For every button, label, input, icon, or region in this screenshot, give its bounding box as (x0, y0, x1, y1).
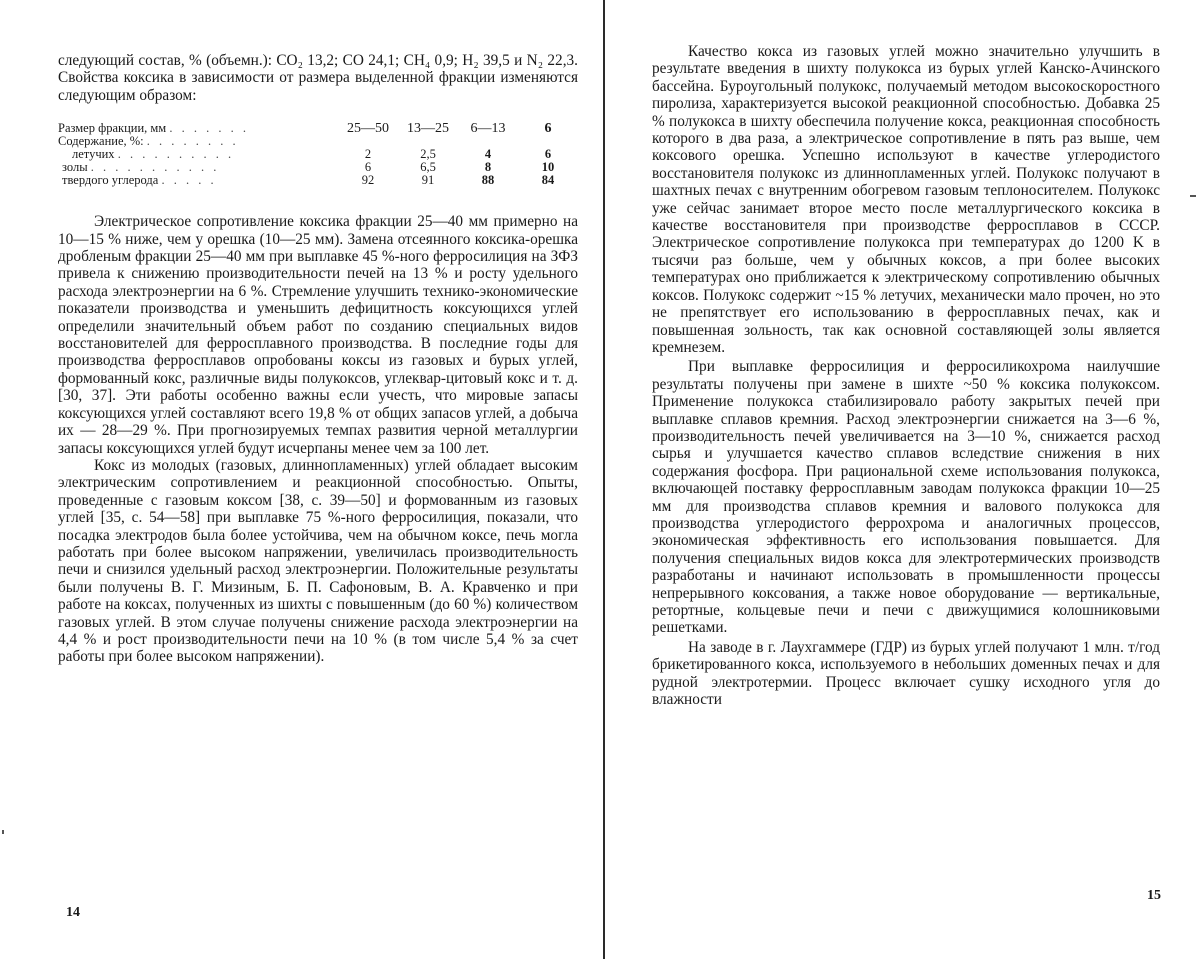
table-row: твердого углерода . . . . . 92 91 88 84 (58, 174, 578, 187)
table-cell: 88 (481, 173, 495, 188)
table-subheader-row: Содержание, %: . . . . . . . . (58, 135, 239, 149)
table-row-label: летучих (72, 148, 115, 162)
right-paragraph-1: Качество кокса из газовых углей можно значительно улучшить в результате введения в шихту полукокса из бурых углей Канско-Ачинского бассейна. Буроугольный полукокс, получаемый методом высокоскоростного пиролиза, характеризуется высокой реакционной способностью. Добавка 25 % полукокса в шихту обеспечила получение кокса, реакционная способность которого в два раза, а электрическое сопротивление в пять раз выше, чем коксового орешка. Успешно используют в качестве углеродистого восстановителя полукокс из длиннопламенных углей. Полукокс получают в шахтных печах с внутренним обогревом газовым теплоносителем. Полукокс уже сейчас занимает второе место после металлургического коксика в качестве восстановителя при производстве ферросплавов в СССР. Электрическое сопротивление полукокса при температурах до 1200 K в тысячи раз больше, чем у обычных коксов, а при более высоких температурах оно приближается к электрическому сопротивлению обычных коксов. Полукокс содержит ~15 % летучих, механически мало прочен, но это не препятствует его использованию в ферросплавных печах, как и повышенная зольность, так как основной составляющей золы является кремнезем. (652, 43, 1160, 356)
table-cell: 4 (484, 147, 492, 162)
right-paragraph-2: При выплавке ферросилиция и ферросиликохрома наилучшие результаты получены при замене в шихте ~50 % коксика полукоксом. Применение полукокса стабилизировало работу закрытых печей при выплавке сплавов кремния. Расход электроэнергии снижается на 3—6 %, производительность печей увеличивается на 3—10 %, снижается расход сырья и улучшается качество сплавов вследствие снижения в них содержания фосфора. При рациональной схеме использования полукокса, включающей поставку ферросплавным заводам полукокса фракции 10—25 мм для производства сплавов кремния и валового полукокса для производства углеродистого феррохрома и аналогичных процессов, экономическая эффективность его использования повышается. Для получения специальных видов кокса для электротермических производств разработаны и начинают использовать в промышленности процессы непрерывного коксования, а также новое оборудование — вертикальные, ретортные, кольцевые печи и печи с движущимися колошниковыми решетками. (652, 358, 1160, 637)
scan-mark (1190, 195, 1196, 197)
right-page (652, 0, 1160, 708)
table-cell: 6 (544, 147, 552, 162)
table-row: золы . . . . . . . . . . . 6 6,5 8 10 (58, 161, 578, 174)
table-header-cell: 6 (544, 121, 552, 137)
left-page (58, 0, 578, 666)
left-paragraph-1: Электрическое сопротивление коксика фракции 25—40 мм примерно на 10—15 % ниже, чем у орешка (10—25 мм). Замена отсеянного коксика-орешка дробленым фракции 25—40 мм при выплавке 45 %-ного ферросилиция на ЗФЗ привела к снижению производительности печей на 13 % и росту удельного расхода электроэнергии на 6 %. Стремление улучшить технико-экономические показатели производства и уменьшить дефицитность коксующихся углей определили значительный объем работ по созданию специальных видов восстановителей для ферросплавного производства. В последние годы для производства ферросплавов опробованы коксы из газовых и бурых углей, формованный кокс, различные виды полукоксов, углеквар-цитовый кокс и т. д. [30, 37]. Эти работы особенно важны если учесть, что мировые запасы коксующихся углей составляют всего 19,8 % от общих запасов углей, а добыча их — 28—29 %. При прогнозируемых темпах развития черной металлургии запасы коксующихся углей будут исчерпаны менее чем за 100 лет. (58, 213, 578, 457)
table-cell: 10 (541, 160, 555, 175)
scan-mark (2, 830, 4, 834)
table-header-label: Размер фракции, мм (58, 122, 167, 136)
table-row: летучих . . . . . . . . . . 2 2,5 4 6 (58, 148, 578, 161)
table-cell: 8 (484, 160, 492, 175)
table-cell: 6 (364, 160, 372, 175)
page-number-right: 15 (1147, 888, 1161, 903)
table-cell: 91 (421, 173, 435, 188)
table-subheader-label: Содержание, %: (58, 135, 144, 149)
table-row-label: золы (62, 161, 88, 175)
table-header-row: Размер фракции, мм . . . . . . . 25—50 13—25 6—13 6 (58, 122, 578, 135)
table-row-label: твердого углерода (62, 174, 159, 188)
table-header-cell: 13—25 (407, 121, 449, 137)
fraction-properties-table (58, 122, 578, 187)
right-paragraph-3: На заводе в г. Лаухгаммере (ГДР) из бурых углей получают 1 млн. т/год брикетированного кокса, используемого в небольших доменных печах и для рудной электротермии. Процесс включает сушку исходного угля до влажности (652, 638, 1160, 709)
table-cell: 2,5 (420, 147, 436, 162)
left-paragraph-2: Кокс из молодых (газовых, длиннопламенных) углей обладает высоким электрическим сопротивлением и реакционной способностью. Опыты, проведенные с газовым коксом [38, с. 39—50] и формованным из газовых углей [35, с. 54—58] при выплавке 75 %-ного ферросилиция, показали, что посадка электродов была более устойчива, чем на обычном коксе, печь могла работать при более высоком напряжении, увеличилась производительность печи и снизился удельный расход электроэнергии. Положительные результаты были получены В. Г. Мизиным, Б. П. Сафоновым, В. А. Кравченко и при работе на коксах, полученных из шихты с повышенным (до 60 %) количеством газовых углей. В этом случае получены снижение расхода электроэнергии на 4,4 % и рост производительности печи на 10 % (в том числе 5,4 % за счет работы при более высоком напряжении). (58, 456, 578, 666)
table-cell: 84 (541, 173, 555, 188)
table-header-cell: 6—13 (470, 121, 506, 137)
table-cell: 6,5 (420, 160, 436, 175)
book-gutter (603, 0, 605, 959)
page-number-left: 14 (66, 905, 80, 920)
table-cell: 2 (364, 147, 372, 162)
table-cell: 92 (361, 173, 375, 188)
table-header-cell: 25—50 (347, 121, 389, 137)
left-intro-paragraph: следующий состав, % (объемн.): CO₂ 13,2; CO 24,1; CH₄ 0,9; H₂ 39,5 и N₂ 22,3. Свойства коксика в зависимости от размера выделенной фракции изменяются следующим образом: (58, 52, 578, 104)
